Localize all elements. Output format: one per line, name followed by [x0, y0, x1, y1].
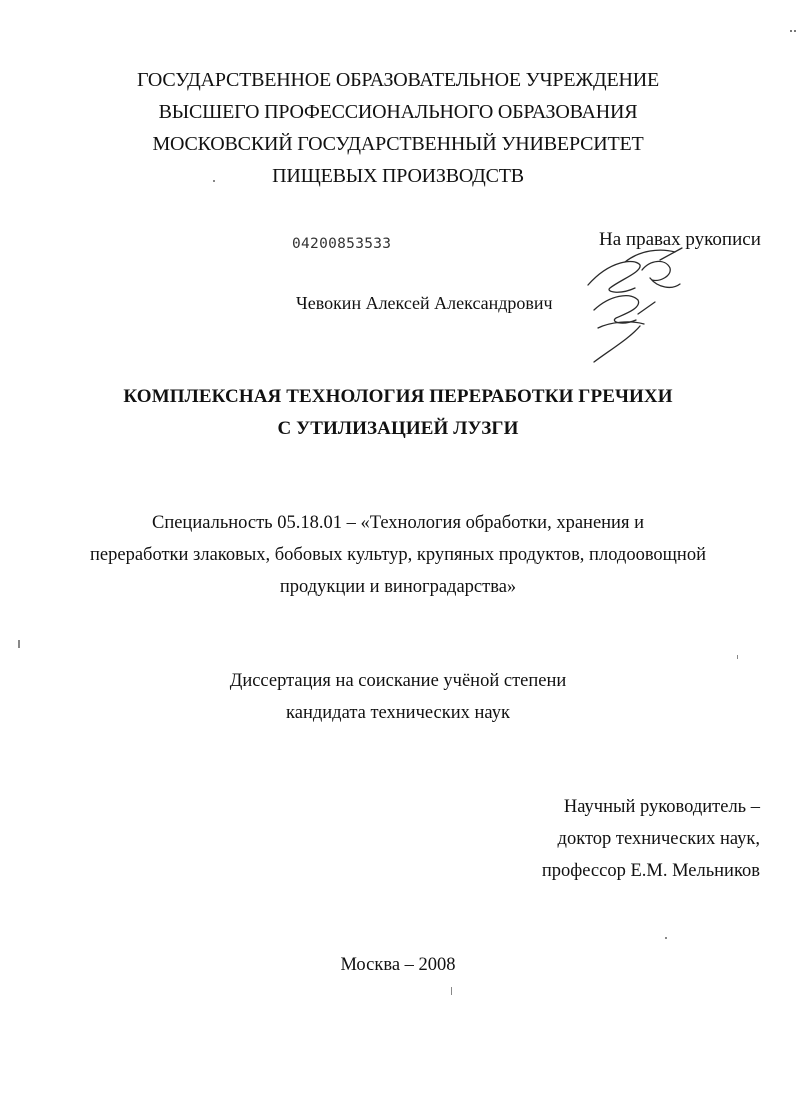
specialty-line-3: продукции и виноградарства» — [279, 577, 517, 597]
supervisor-line-3: профессор Е.М. Мельников — [541, 861, 760, 881]
scan-speck — [213, 180, 215, 182]
supervisor-line-1: Научный руководитель – — [563, 797, 760, 817]
place-year: Москва – 2008 — [340, 955, 456, 975]
institution-line-2: ВЫСШЕГО ПРОФЕССИОНАЛЬНОГО ОБРАЗОВАНИЯ — [158, 101, 638, 123]
institution-line-1: ГОСУДАРСТВЕННОЕ ОБРАЗОВАТЕЛЬНОЕ УЧРЕЖДЕНИЕ — [136, 69, 660, 91]
specialty-line-1: Специальность 05.18.01 – «Технология обработки, хранения и — [151, 513, 644, 533]
institution-line-4: ПИЩЕВЫХ ПРОИЗВОДСТВ — [272, 165, 524, 187]
scan-speck — [665, 937, 667, 939]
thesis-title-line-1: КОМПЛЕКСНАЯ ТЕХНОЛОГИЯ ПЕРЕРАБОТКИ ГРЕЧИХИ — [123, 386, 673, 407]
institution-line-3: МОСКОВСКИЙ ГОСУДАРСТВЕННЫЙ УНИВЕРСИТЕТ — [152, 133, 644, 155]
scan-corner-mark — [790, 30, 796, 38]
scan-speck — [451, 987, 452, 995]
specialty-line-2: переработки злаковых, бобовых культур, крупяных продуктов, плодоовощной — [90, 545, 706, 565]
signature-mark — [580, 240, 690, 365]
rights-label: На правах рукописи — [599, 229, 761, 250]
library-stamp-number: 04200853533 — [292, 236, 392, 252]
scan-speck — [737, 655, 738, 659]
author-name: Чевокин Алексей Александрович — [296, 293, 553, 313]
supervisor-line-2: доктор технических наук, — [557, 829, 760, 849]
degree-line-2: кандидата технических наук — [286, 703, 510, 723]
thesis-title-line-2: С УТИЛИЗАЦИЕЙ ЛУЗГИ — [277, 418, 519, 439]
degree-line-1: Диссертация на соискание учёной степени — [229, 671, 567, 691]
scan-speck — [18, 640, 20, 648]
